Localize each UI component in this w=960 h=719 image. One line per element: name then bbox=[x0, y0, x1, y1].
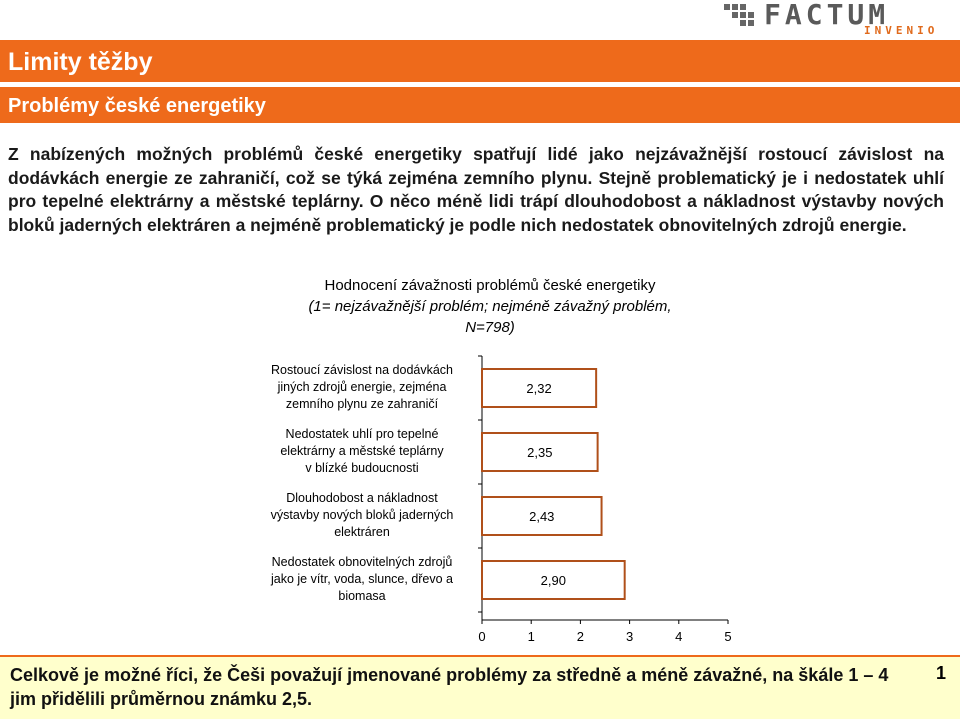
category-label-line: Nedostatek obnovitelných zdrojů bbox=[271, 555, 453, 569]
category-label bbox=[271, 491, 454, 539]
logo-wordmark: FACTUM bbox=[764, 0, 890, 31]
category-label-line: zemního plynu ze zahraničí bbox=[285, 397, 439, 411]
bar-value-label: 2,43 bbox=[529, 509, 555, 524]
category-label-line: Rostoucí závislost na dodávkách bbox=[270, 363, 454, 377]
category-label-line: v blízké budoucnosti bbox=[305, 461, 419, 475]
logo-subtitle: INVENIO bbox=[864, 24, 939, 37]
summary-text: Celkově je možné říci, že Češi považují jmenované problémy za středně a méně závažné, na škále 1 – 4 jim přidělili průměrnou známku 2,5. bbox=[10, 665, 889, 709]
x-tick-label: 0 bbox=[478, 629, 486, 644]
category-label-line: jiných zdrojů energie, zejména bbox=[277, 380, 447, 394]
factum-logo bbox=[724, 2, 954, 36]
subtitle-bar bbox=[0, 87, 960, 123]
bar-value-label: 2,90 bbox=[540, 573, 566, 588]
x-tick-label: 1 bbox=[527, 629, 535, 644]
bar-value-label: 2,35 bbox=[527, 445, 553, 460]
x-tick-label: 3 bbox=[625, 629, 634, 644]
chart-header bbox=[240, 275, 740, 338]
category-label-line: biomasa bbox=[338, 589, 386, 603]
chart-title: Hodnocení závažnosti problémů české energetiky bbox=[324, 277, 656, 294]
bar-chart bbox=[0, 350, 960, 650]
category-label bbox=[280, 427, 444, 475]
x-tick-label: 5 bbox=[724, 629, 732, 644]
category-label-line: jako je vítr, voda, slunce, dřevo a bbox=[270, 572, 454, 586]
category-label-line: Nedostatek uhlí pro tepelné bbox=[285, 427, 439, 441]
category-label bbox=[270, 555, 453, 603]
page-subtitle: Problémy české energetiky bbox=[8, 95, 266, 117]
intro-paragraph: Z nabízených možných problémů české energetiky spatřují lidé jako nejzávažnější rostoucí závislost na dodávkách energie ze zahraničí, což se týká zejména zemního plynu. Stejně problematický je i nedostatek uhlí pro tepelné elektrárny a městské teplárny. O něco méně lidi trápí dlouhodobost a nákladnost výstavby nových bloků jaderných elektráren a nejméně problematický je podle nich nedostatek obnovitelných zdrojů energie. bbox=[8, 144, 944, 235]
page-number: 1 bbox=[935, 663, 946, 683]
category-label bbox=[271, 363, 453, 411]
bar-value-label: 2,32 bbox=[526, 381, 552, 396]
category-label-line: výstavby nových bloků jaderných bbox=[270, 508, 454, 522]
x-tick-label: 4 bbox=[675, 629, 683, 644]
summary-footer bbox=[0, 655, 960, 719]
category-label-line: elektráren bbox=[334, 525, 390, 539]
page-title: Limity těžby bbox=[8, 48, 153, 76]
logo-dots-icon bbox=[724, 4, 758, 26]
title-bar bbox=[0, 40, 960, 82]
chart-subtitle: (1= nejzávažnější problém; nejméně závažný problém, N=798) bbox=[308, 298, 672, 336]
category-label-line: elektrárny a městské teplárny bbox=[280, 444, 444, 458]
category-label-line: Dlouhodobost a nákladnost bbox=[286, 491, 438, 505]
x-tick-label: 2 bbox=[576, 629, 585, 644]
